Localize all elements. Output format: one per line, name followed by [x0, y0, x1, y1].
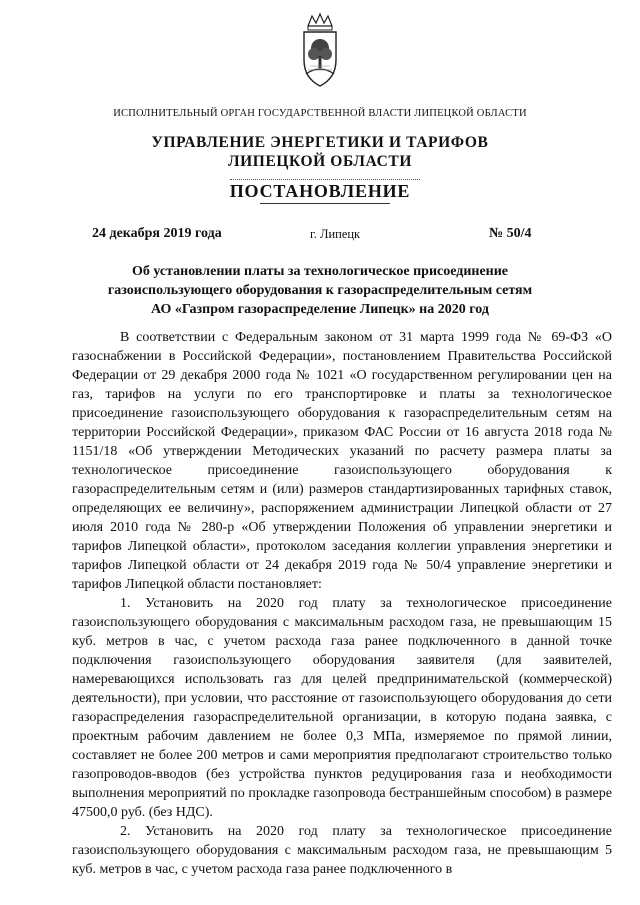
issuer-authority: ИСПОЛНИТЕЛЬНЫЙ ОРГАН ГОСУДАРСТВЕННОЙ ВЛАСТИ ЛИПЕЦКОЙ ОБЛАСТИ	[113, 108, 527, 119]
document-date: 24 декабря 2019 года	[92, 226, 222, 241]
document-number: № 50/4	[489, 226, 532, 241]
item-2-paragraph: 2. Установить на 2020 год плату за технологическое присоединение газоиспользующего оборудования с максимальным расходом газа, не превышающим 5 куб. метров в час, с учетом расхода газа ранее подключенного в	[72, 824, 612, 877]
title-line3: АО «Газпром газораспределение Липецк» на 2020 год	[151, 302, 489, 317]
document-type-underline	[260, 203, 390, 204]
organization-name-line2: ЛИПЕЦКОЙ ОБЛАСТИ	[228, 153, 412, 170]
document-body	[72, 328, 612, 879]
document-type: ПОСТАНОВЛЕНИЕ	[229, 181, 411, 201]
title-line1: Об установлении платы за технологическое присоединение	[131, 264, 509, 279]
lipetsk-coat-of-arms-icon	[298, 12, 342, 90]
title-line2: газоиспользующего оборудования к газораспределительным сетям	[107, 283, 533, 298]
header-divider	[230, 179, 420, 180]
preamble-paragraph: В соответствии с Федеральным законом от 31 марта 1999 года № 69-ФЗ «О газоснабжении в Российской Федерации», постановлением Правительства Российской Федерации от 29 декабря 2000 года № 1021 «О государственном регулировании цен на газ, тарифов на услуги по его транспортировке и платы за технологическое присоединение газоиспользующего оборудования к газораспределительным сетям на территории Российской Федерации», приказом ФАС России от 16 августа 2018 года № 1151/18 «Об утверждении Методических указаний по расчету размера платы за технологическое присоединение газоиспользующего оборудования к газораспределительным сетям и (или) размеров стандартизированных тарифных ставок, определяющих ее величину», распоряжением администрации Липецкой области от 27 июля 2010 года № 280-р «Об утверждении Положения об управлении энергетики и тарифов Липецкой области», протоколом заседания коллегии управления энергетики и тарифов Липецкой области от 24 декабря 2019 года № 50/4 управление энергетики и тарифов Липецкой области постановляет:	[72, 330, 612, 592]
document-title	[60, 262, 580, 319]
item-1-paragraph: 1. Установить на 2020 год плату за технологическое присоединение газоиспользующего оборудования с максимальным расходом газа, не превышающим 15 куб. метров в час, с учетом расхода газа ранее подключенного в данной точке подключения газоиспользующего оборудования заявителя (для заявителей, намеревающихся использовать газ для целей предпринимательской (коммерческой) деятельности), при условии, что расстояние от газоиспользующего оборудования до сети газораспределения газораспределительной организации, в которую подана заявка, с проектным рабочим давлением не более 0,3 МПа, измеряемое по прямой линии, составляет не более 200 метров и сами мероприятия предполагают строительство только газопроводов-вводов (без устройства пунктов редуцирования газа и необходимости выполнения мероприятий по прокладке газопровода бестраншейным способом) в размере 47500,0 руб. (без НДС).	[72, 596, 612, 820]
organization-name-line1: УПРАВЛЕНИЕ ЭНЕРГЕТИКИ И ТАРИФОВ	[151, 134, 489, 151]
document-city: г. Липецк	[310, 227, 361, 241]
